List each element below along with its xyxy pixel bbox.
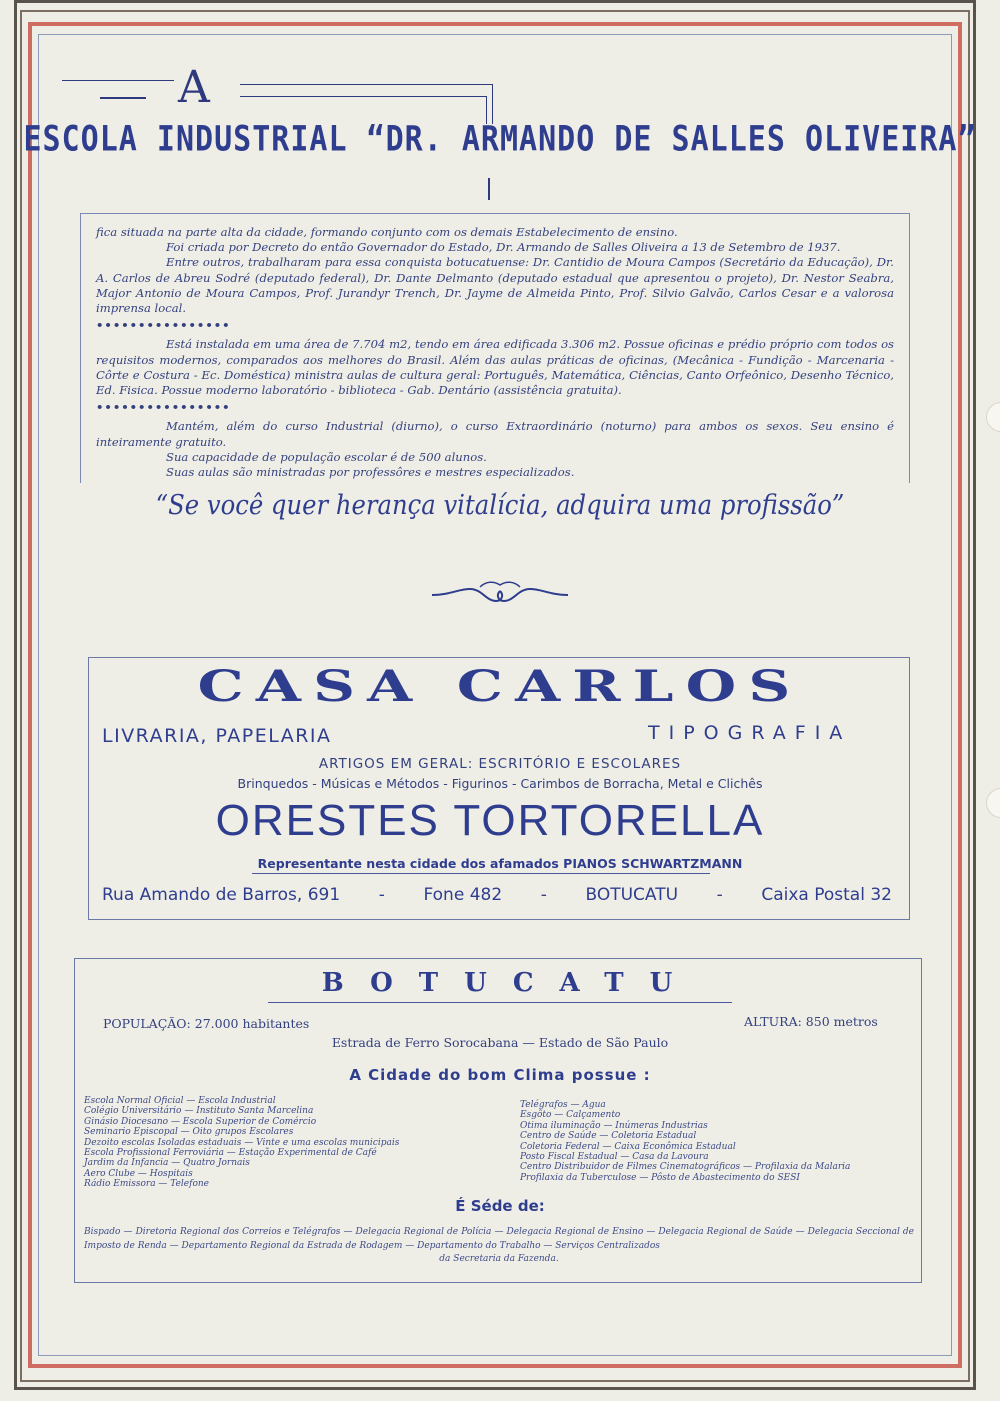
header-rule-left	[62, 80, 174, 81]
city-subtitle: A Cidade do bom Clima possue :	[349, 1066, 651, 1084]
sede-paragraph: Bispado — Diretoria Regional dos Correios e Telégrafos — Delegacia Regional de Polícia — Delegacia Regional de Ensino — Delegacia Regional de Saúde — Delegacia Seccional de Imposto de Renda — Departamento Regional da Estrada de Rodagem — Departamento do Trabalho — Serviços Centralizados	[84, 1227, 914, 1251]
list-item: Escola Normal Oficial — Escola Industrial	[84, 1096, 276, 1106]
list-item: Dezoito escolas Isoladas estaduais — Vinte e uma escolas municipais	[84, 1137, 400, 1148]
header-rule-right	[240, 84, 492, 85]
intro-paragraph: Suas aulas são ministradas por professôres e mestres especializados.	[166, 465, 575, 480]
address-separator: -	[378, 885, 385, 905]
list-item: Jardim da Infancia — Quatro Jornais	[84, 1158, 250, 1169]
intro-paragraph: Foi criada por Decreto do então Governador do Estado, Dr. Armando de Salles Oliveira a 13 de Setembro de 1937.	[166, 240, 841, 255]
botucatu-title: BOTUCATU	[321, 968, 699, 998]
list-item: Esgôto — Calçamento	[520, 1110, 621, 1121]
bookstore-heading: LIVRARIA, PAPELARIA	[102, 725, 332, 747]
sede-text	[84, 1226, 914, 1267]
articles-line: ARTIGOS EM GERAL: ESCRITÓRIO E ESCOLARES	[318, 756, 682, 772]
intro-paragraph: Está instalada em uma área de 7.704 m2, tendo em área edificada 3.306 m2. Possue oficinas e prédio próprio com todos os requisitos modernos, comparados aos melhores do Brasil. Além das aulas práticas de oficinas, (Mecânica - Fundição - Marcenaria - Côrte e Costura - Ec. Doméstica) ministra aulas de cultura geral: Português, Matemática, Ciências, Canto Orfeônico, Desenho Técnico, Ed. Fisica. Possue moderno laboratório - biblioteca - Gab. Dentário (assistência gratuita).	[96, 337, 894, 398]
list-item: Centro de Saúde — Coletoria Estadual	[520, 1131, 697, 1142]
list-item: Rádio Emissora — Telefone	[84, 1179, 210, 1190]
intro-text	[96, 225, 894, 480]
owner-name: ORESTES TORTORELLA	[215, 796, 765, 845]
po-box: Caixa Postal 32	[761, 885, 892, 905]
list-item: Centro Distribuidor de Filmes Cinematográficos — Profilaxia da Malaria	[520, 1162, 851, 1173]
list-item: Otima iluminação — Inúmeras Industrias	[520, 1120, 708, 1131]
representative-line: Representante nesta cidade dos afamados PIANOS SCHWARTZMANN	[257, 856, 743, 871]
separator-dots: ••••••••••••••••	[96, 318, 231, 333]
typography-heading: TIPOGRAFIA	[648, 722, 852, 744]
railway-line: Estrada de Ferro Sorocabana — Estado de São Paulo	[331, 1035, 669, 1050]
header-rule-left-short	[100, 97, 146, 99]
list-item: Profilaxia da Tuberculose — Pôsto de Abastecimento do SESI	[520, 1172, 800, 1183]
flourish-ornament-icon	[430, 575, 570, 615]
altitude: ALTURA: 850 metros	[744, 1014, 878, 1029]
intro-paragraph: Sua capacidade de população escolar é de 500 alunos.	[166, 449, 487, 464]
punch-hole	[986, 402, 1000, 432]
address-separator: -	[716, 885, 723, 905]
list-item: Colégio Universitário — Instituto Santa Marcelina	[84, 1106, 314, 1117]
products-line: Brinquedos - Músicas e Métodos - Figurinos - Carimbos de Borracha, Metal e Clichês	[237, 776, 763, 791]
list-item: Seminario Episcopal — Oito grupos Escolares	[84, 1127, 294, 1138]
address-separator: -	[540, 885, 547, 905]
city: BOTUCATU	[585, 885, 679, 905]
list-item: Posto Fiscal Estadual — Casa da Lavoura	[520, 1152, 709, 1163]
header-rule-vertical	[492, 84, 493, 124]
population: POPULAÇÃO: 27.000 habitantes	[103, 1016, 310, 1031]
casa-carlos-title: CASA CARLOS	[197, 662, 803, 712]
intro-paragraph: Entre outros, trabalharam para essa conquista botucatuense: Dr. Cantidio de Moura Campos (Secretário da Educação), Dr. A. Carlos de Abreu Sodré (deputado federal), Dr. Dante Delmanto (deputado estadual que apresentou o projeto), Dr. Nestor Seabra, Major Antonio de Moura Campos, Prof. Jurandyr Trench, Dr. Jayme de Almeida Pinto, Prof. Silvio Galvão, Carlos Cesar e a valorosa imprensa local.	[96, 255, 894, 316]
list-item: Aero Clube — Hospitais	[84, 1168, 193, 1179]
list-item: Coletoria Federal — Caixa Econômica Estadual	[520, 1141, 736, 1152]
intro-paragraph: Mantém, além do curso Industrial (diurno), o curso Extraordinário (noturno) para ambos os sexos. Seu ensino é inteiramente gratuito.	[96, 419, 894, 449]
address-line	[102, 885, 892, 905]
header-rule-right-2	[240, 96, 486, 97]
punch-hole	[986, 788, 1000, 818]
separator-dots: ••••••••••••••••	[96, 400, 231, 415]
botucatu-title-underline	[268, 1002, 732, 1003]
header-letter: A	[178, 62, 212, 113]
amenities-column-2	[520, 1100, 850, 1183]
sede-paragraph-end: da Secretaria da Fazenda.	[439, 1254, 559, 1264]
sede-heading: É Séde de:	[455, 1197, 545, 1215]
header-tick	[488, 178, 490, 200]
street-address: Rua Amando de Barros, 691	[102, 885, 341, 905]
list-item: Telégrafos — Agua	[520, 1100, 606, 1110]
motto: “Se você quer herança vitalícia, adquira uma profissão”	[155, 490, 845, 521]
amenities-column-1	[84, 1096, 399, 1190]
list-item: Escola Profissional Ferroviária — Estação Experimental de Café	[84, 1148, 377, 1159]
phone: Fone 482	[423, 885, 503, 905]
list-item: Ginásio Diocesano — Escola Superior de Comércio	[84, 1116, 317, 1127]
intro-paragraph: fica situada na parte alta da cidade, formando conjunto com os demais Estabelecimento de ensino.	[96, 225, 678, 239]
school-title: ESCOLA INDUSTRIAL “DR. ARMANDO DE SALLES OLIVEIRA”	[23, 119, 977, 160]
representative-underline	[252, 873, 710, 874]
